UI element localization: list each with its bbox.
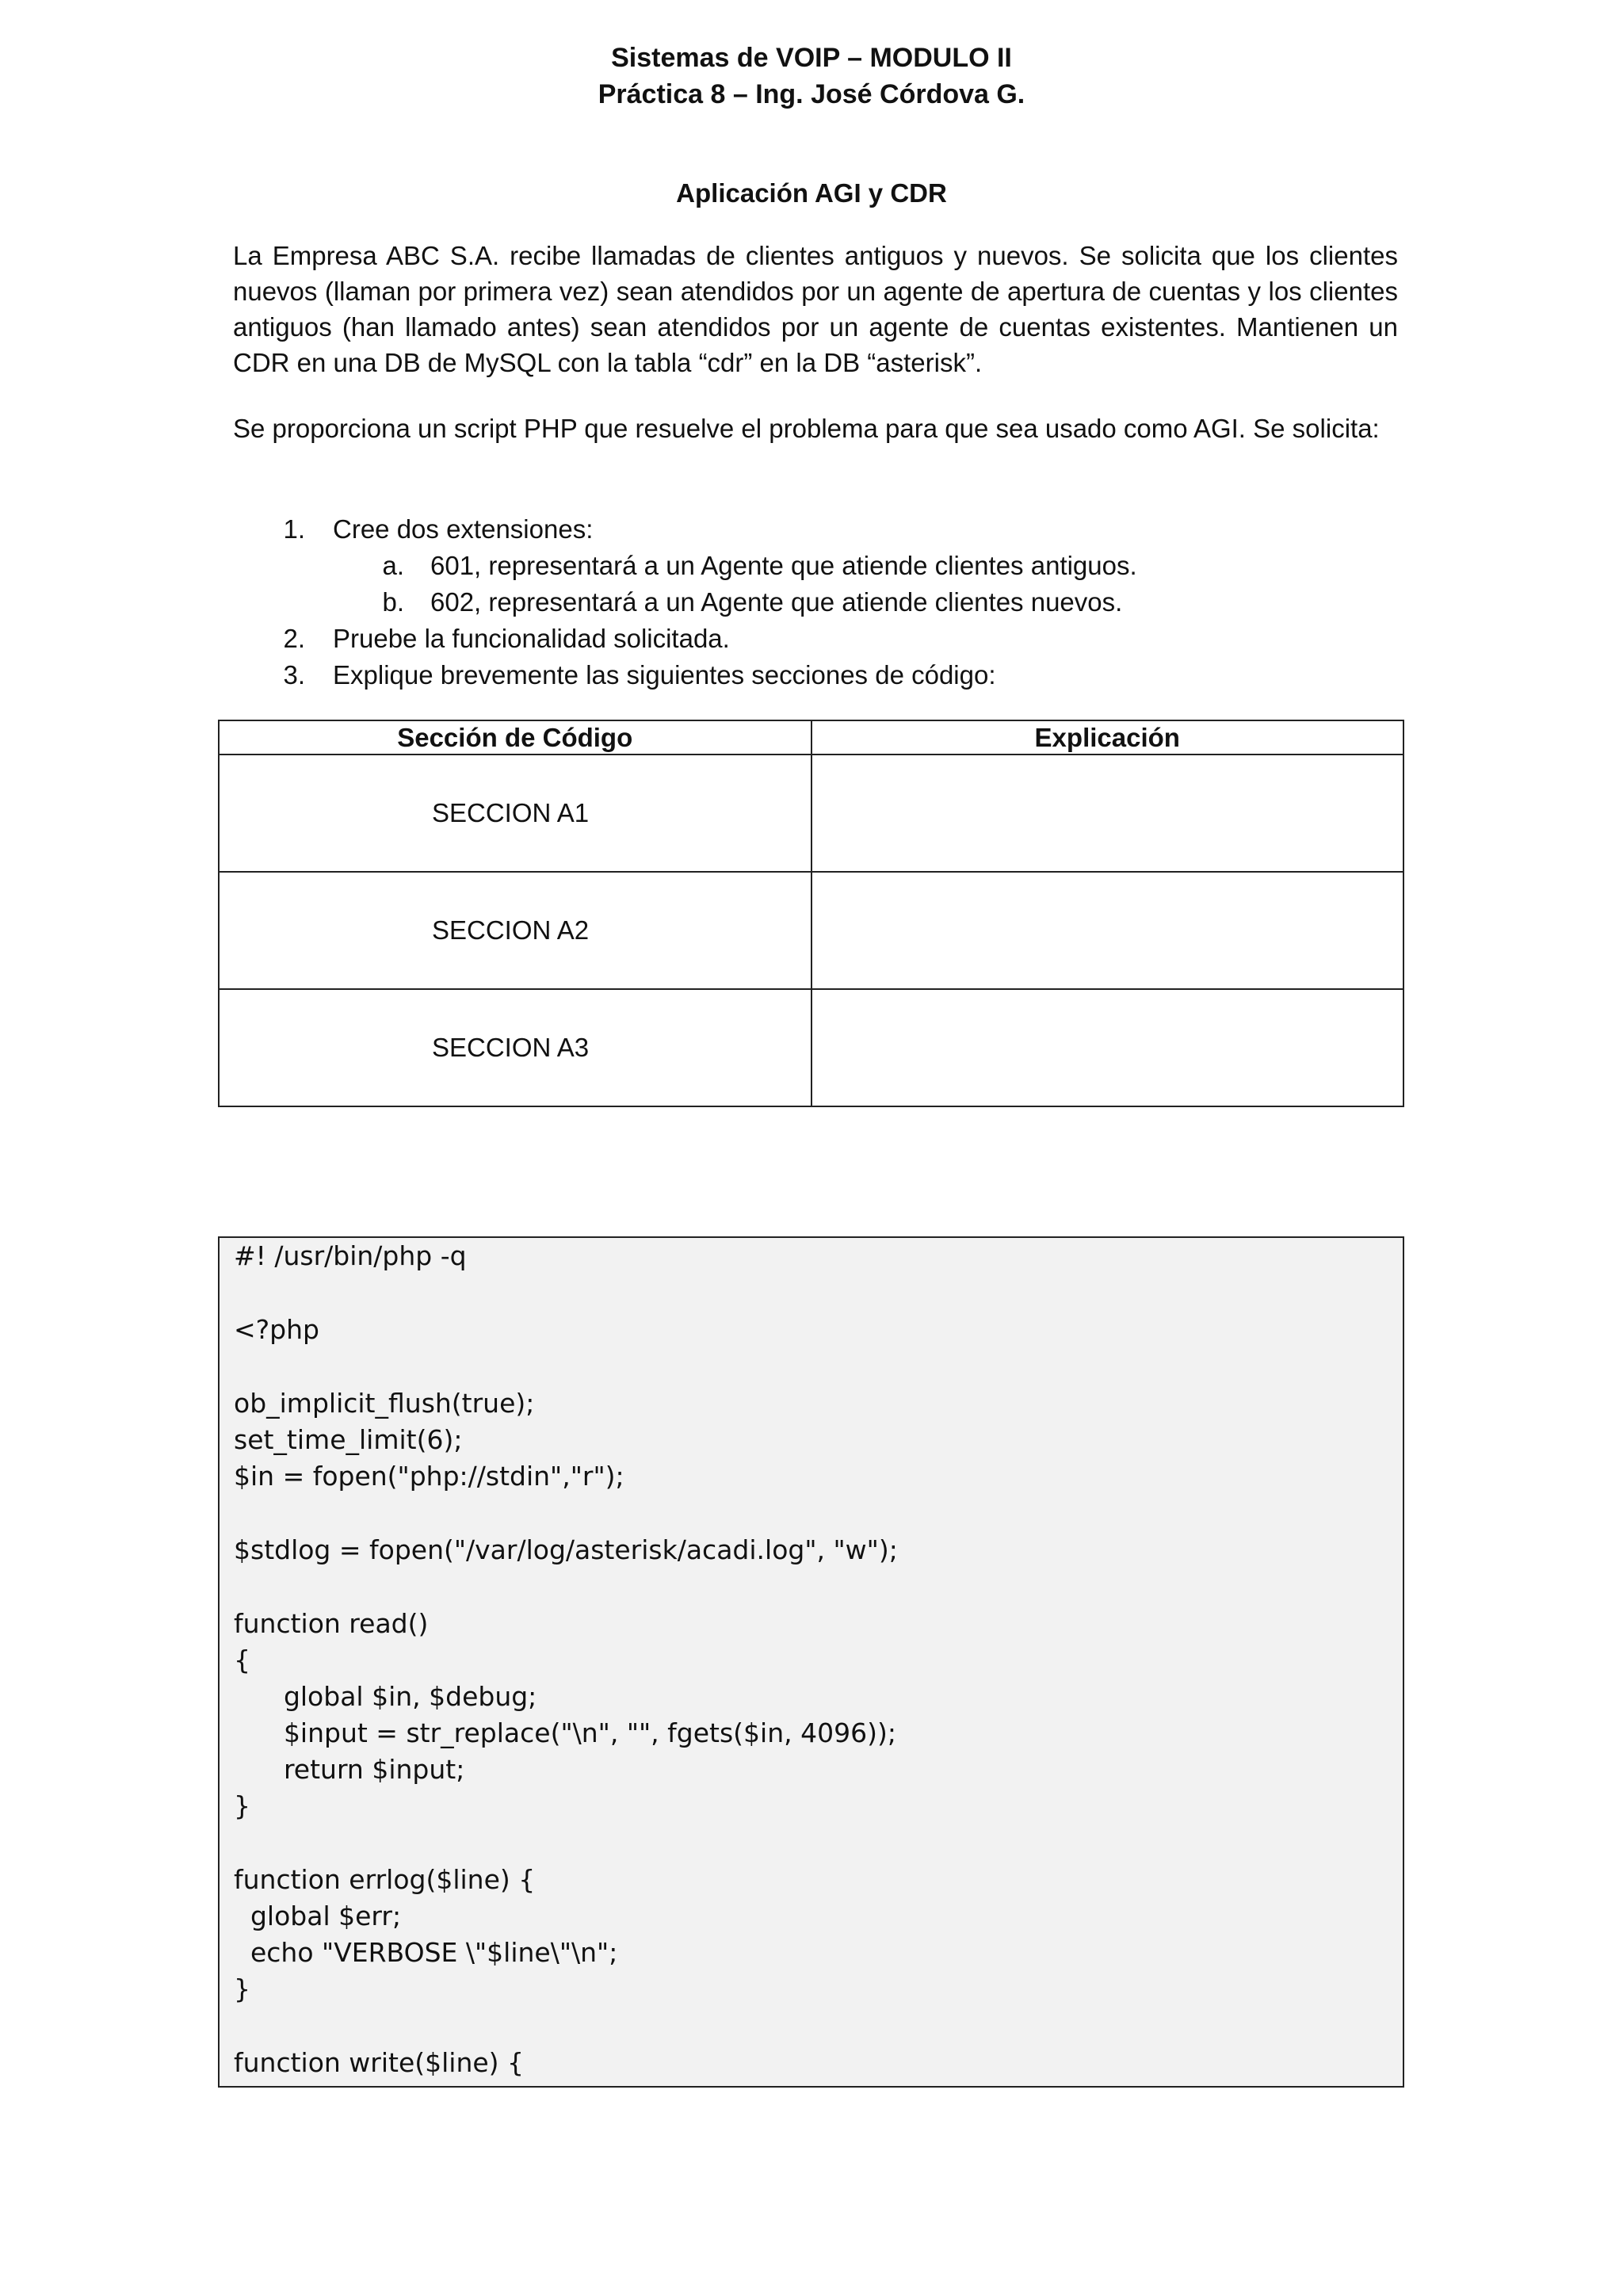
explanation-cell[interactable]: [812, 755, 1404, 872]
explanation-cell[interactable]: [812, 872, 1404, 989]
code-line: $stdlog = fopen("/var/log/asterisk/acadi.log", "w");: [234, 1534, 898, 1565]
table-row: [219, 872, 1403, 989]
code-line: }: [234, 1973, 250, 2004]
code-line: return $input;: [234, 1754, 465, 1785]
php-code-block: [218, 1236, 1404, 2088]
section-title: Aplicación AGI y CDR: [676, 178, 947, 208]
code-line: set_time_limit(6);: [234, 1424, 463, 1455]
section-name-cell: SECCION A1: [219, 755, 812, 872]
list-number: 2.: [283, 624, 305, 653]
code-sections-table: [218, 720, 1404, 1107]
code-line: global $in, $debug;: [234, 1681, 537, 1712]
code-line: }: [234, 1790, 250, 1821]
list-text: 601, representará a un Agente que atiende clientes antiguos.: [430, 551, 1137, 580]
column-header-explanation: Explicación: [812, 720, 1404, 755]
section-name-cell: SECCION A3: [219, 989, 812, 1106]
code-line: ob_implicit_flush(true);: [234, 1388, 535, 1419]
list-text: Cree dos extensiones:: [333, 514, 594, 544]
table-header-row: [219, 720, 1403, 755]
list-number: 3.: [283, 660, 305, 690]
code-line: #! /usr/bin/php -q: [234, 1240, 467, 1271]
intro-paragraph: La Empresa ABC S.A. recibe llamadas de clientes antiguos y nuevos. Se solicita que los clientes nuevos (llaman por primera vez) sean atendidos por un agente de apertura de cuentas y los clientes antiguos (han llamado antes) sean atendidos por un agente de cuentas existentes. Mantienen un CDR en una DB de MySQL con la tabla “cdr” en la DB “asterisk”.: [233, 241, 1398, 377]
code-line: global $err;: [234, 1901, 402, 1931]
table-row: [219, 989, 1403, 1106]
list-letter: a.: [382, 551, 404, 580]
code-line: echo "VERBOSE \"$line\"\n";: [234, 1937, 618, 1968]
document-header: [0, 40, 1623, 113]
script-paragraph: Se proporciona un script PHP que resuelve el problema para que sea usado como AGI. Se solicita:: [233, 414, 1380, 443]
code-line: function errlog($line) {: [234, 1864, 536, 1895]
column-header-code-section: Sección de Código: [219, 720, 812, 755]
section-name-cell: SECCION A2: [219, 872, 812, 989]
explanation-cell[interactable]: [812, 989, 1404, 1106]
list-text: Explique brevemente las siguientes secciones de código:: [333, 660, 996, 690]
code-line: <?php: [234, 1314, 319, 1345]
code-line: function read(): [234, 1608, 429, 1639]
course-title: Sistemas de VOIP – MODULO II: [611, 43, 1012, 73]
list-number: 1.: [283, 514, 305, 544]
code-line: $input = str_replace("\n", "", fgets($in, 4096));: [234, 1717, 896, 1748]
list-text: Pruebe la funcionalidad solicitada.: [333, 624, 730, 653]
code-line: function write($line) {: [234, 2047, 525, 2078]
list-letter: b.: [382, 587, 404, 617]
table-row: [219, 755, 1403, 872]
code-line: $in = fopen("php://stdin","r");: [234, 1461, 624, 1492]
code-line: {: [234, 1645, 250, 1675]
practice-title: Práctica 8 – Ing. José Córdova G.: [598, 79, 1025, 109]
list-text: 602, representará a un Agente que atiende clientes nuevos.: [430, 587, 1123, 617]
